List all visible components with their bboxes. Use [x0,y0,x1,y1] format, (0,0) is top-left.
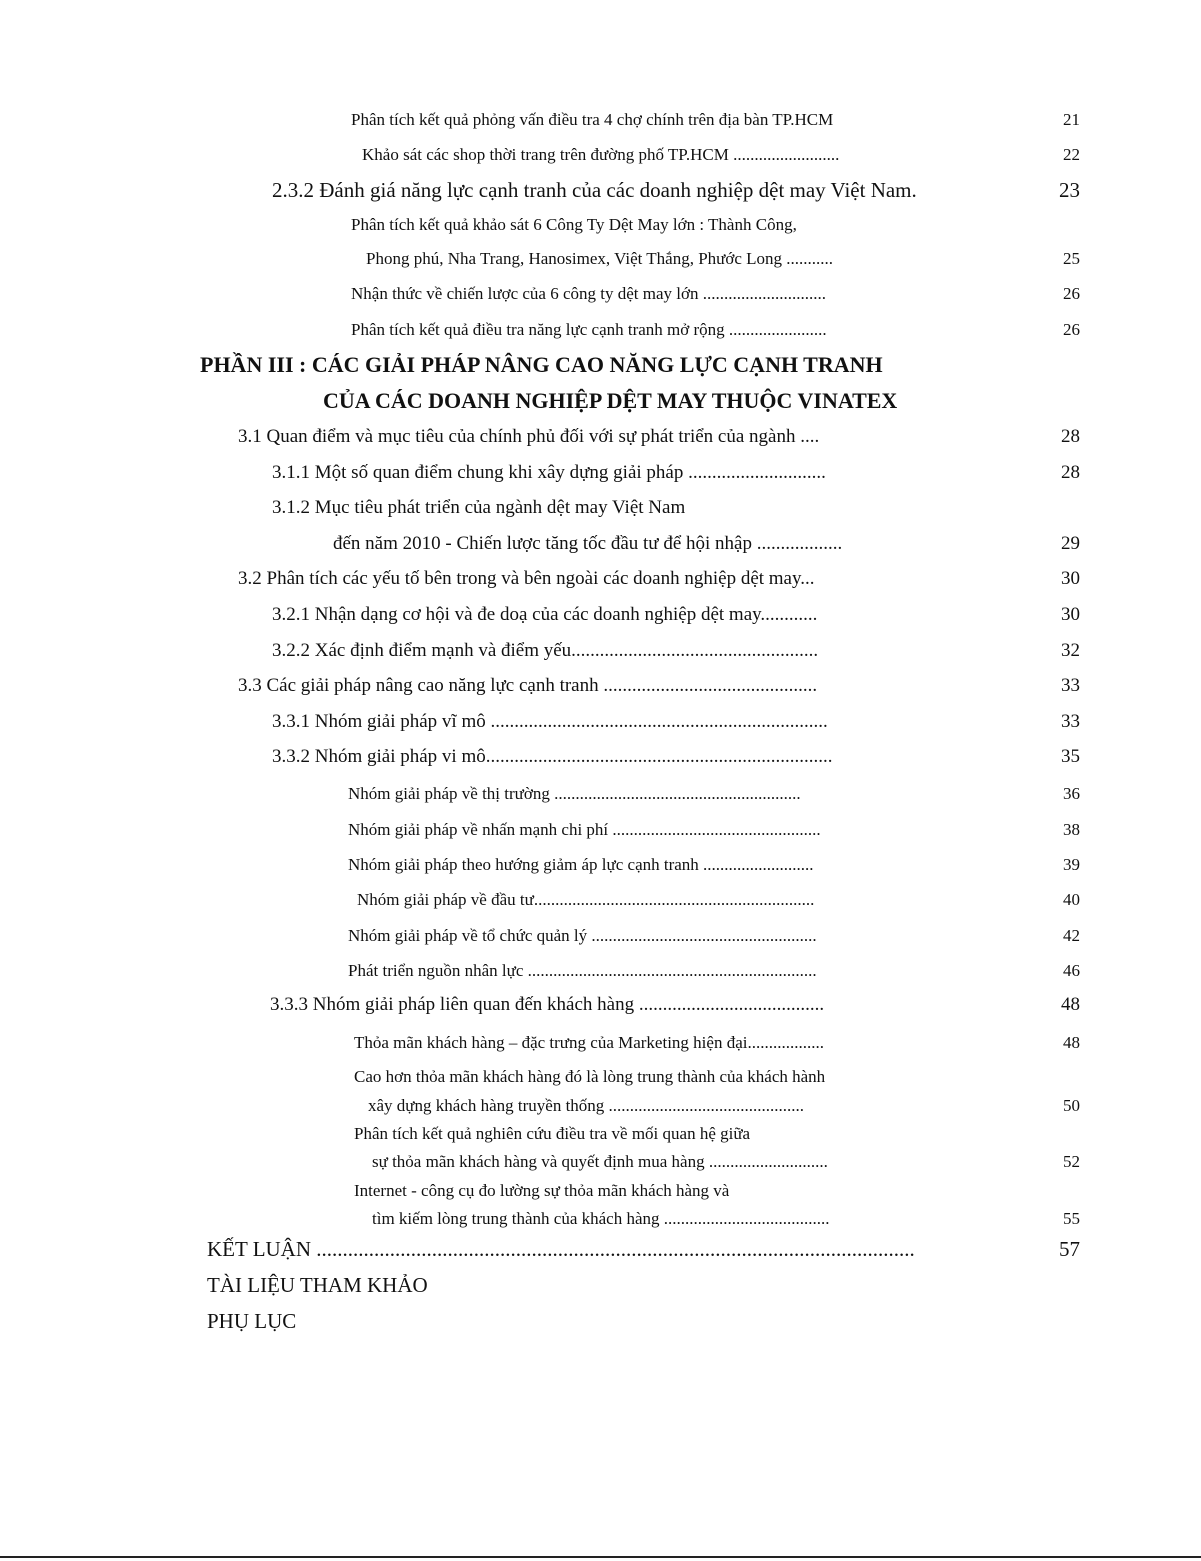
toc-entry-text: tìm kiếm lòng trung thành của khách hàng ....................................... [372,1209,830,1228]
toc-entry-text: Phân tích kết quả khảo sát 6 Công Ty Dệt May lớn : Thành Công, [351,215,797,234]
toc-entry-text: Nhóm giải pháp về đầu tư.................................................................. [357,890,815,909]
toc-page-number: 50 [1063,1096,1080,1115]
toc-page-number: 33 [1061,711,1080,732]
toc-page-number: 33 [1061,675,1080,696]
toc-page-number: 30 [1061,568,1080,589]
toc-entry-text: Phân tích kết quả phỏng vấn điều tra 4 chợ chính trên địa bàn TP.HCM [351,110,834,129]
toc-entry-text: Nhóm giải pháp theo hướng giảm áp lực cạnh tranh .......................... [348,855,814,874]
toc-entry-text: Internet - công cụ đo lường sự thỏa mãn khách hàng và [354,1181,730,1200]
toc-entry-text: Phát triển nguồn nhân lực .................................................................... [348,961,817,980]
toc-page-number: 42 [1063,926,1080,945]
toc-entry-text: 3.2.2 Xác định điểm mạnh và điểm yếu.................................................... [272,640,819,661]
toc-entry-text: Cao hơn thỏa mãn khách hàng đó là lòng trung thành của khách hành [354,1067,826,1086]
toc-entry-text: Thỏa mãn khách hàng – đặc trưng của Marketing hiện đại.................. [354,1033,824,1052]
toc-entry-text: 3.2 Phân tích các yếu tố bên trong và bên ngoài các doanh nghiệp dệt may... [238,568,815,589]
toc-page-number: 38 [1063,820,1080,839]
toc-page-number: 25 [1063,249,1080,268]
toc-page-number: 35 [1061,746,1080,767]
toc-entry-text: đến năm 2010 - Chiến lược tăng tốc đầu tư để hội nhập .................. [333,533,843,554]
toc-entry-text: 3.3.3 Nhóm giải pháp liên quan đến khách hàng ....................................... [270,994,825,1015]
toc-entry-text: KẾT LUẬN .................................................................................................................. [207,1237,915,1261]
toc-page-number: 21 [1063,110,1080,129]
toc-page-number: 29 [1061,533,1080,554]
toc-page-number: 55 [1063,1209,1080,1228]
toc-entry-text: Nhóm giải pháp về thị trường .......................................................... [348,784,801,803]
toc-page-number: 36 [1063,784,1080,803]
toc-entry-text: Khảo sát các shop thời trang trên đường phố TP.HCM ......................... [362,145,840,164]
toc-entry-text: 3.3 Các giải pháp nâng cao năng lực cạnh tranh ............................................. [238,675,818,696]
toc-entry-text: sự thỏa mãn khách hàng và quyết định mua hàng ............................ [372,1152,828,1171]
toc-entry-text: 3.1.2 Mục tiêu phát triển của ngành dệt may Việt Nam [272,497,686,518]
toc-entry-text: 3.3.2 Nhóm giải pháp vi mô......................................................................... [272,746,833,767]
page-bottom-rule [0,1556,1201,1558]
toc-entry-text: 3.1 Quan điểm và mục tiêu của chính phủ đối với sự phát triển của ngành .... [238,426,820,447]
toc-page-number: 52 [1063,1152,1080,1171]
toc-page-number: 48 [1061,994,1080,1015]
toc-page-number: 26 [1063,320,1080,339]
toc-entry-text: PHẦN III : CÁC GIẢI PHÁP NÂNG CAO NĂNG LỰC CẠNH TRANH [200,352,883,377]
toc-page-number: 28 [1061,426,1080,447]
toc-entry-text: Nhóm giải pháp về tổ chức quản lý ..................................................... [348,926,817,945]
toc-page-number: 22 [1063,145,1080,164]
toc-entry-text: CỦA CÁC DOANH NGHIỆP DỆT MAY THUỘC VINATEX [323,388,898,413]
toc-page-number: 28 [1061,462,1080,483]
toc-page-number: 46 [1063,961,1080,980]
toc-page-number: 48 [1063,1033,1080,1052]
toc-entry-text: xây dựng khách hàng truyền thống .............................................. [368,1096,805,1115]
toc-page-number: 57 [1059,1237,1080,1261]
toc-page-number: 26 [1063,284,1080,303]
toc-entry-text: Phân tích kết quả điều tra năng lực cạnh tranh mở rộng ....................... [351,320,827,339]
toc-page-number: 40 [1063,890,1080,909]
toc-entry-text: TÀI LIỆU THAM KHẢO [207,1273,428,1297]
toc-page-number: 23 [1059,178,1080,202]
toc-entry-text: Phân tích kết quả nghiên cứu điều tra về mối quan hệ giữa [354,1124,751,1143]
toc-entry-text: Phong phú, Nha Trang, Hanosimex, Việt Thắng, Phước Long ........... [366,249,834,268]
toc-entry-text: Nhận thức về chiến lược của 6 công ty dệt may lớn ............................. [351,284,826,303]
toc-entry-text: 2.3.2 Đánh giá năng lực cạnh tranh của các doanh nghiệp dệt may Việt Nam. [272,178,917,202]
toc-entry-text: 3.1.1 Một số quan điểm chung khi xây dựng giải pháp ............................. [272,462,826,483]
toc-page-number: 30 [1061,604,1080,625]
toc-entry-text: 3.2.1 Nhận dạng cơ hội và đe doạ của các doanh nghiệp dệt may............ [272,604,818,625]
toc-page-number: 39 [1063,855,1080,874]
toc-page-number: 32 [1061,640,1080,661]
toc-entry-text: 3.3.1 Nhóm giải pháp vĩ mô ....................................................................... [272,711,828,732]
toc-entry-text: Nhóm giải pháp về nhấn mạnh chi phí ................................................. [348,820,821,839]
toc-entry-text: PHỤ LỤC [207,1309,297,1333]
